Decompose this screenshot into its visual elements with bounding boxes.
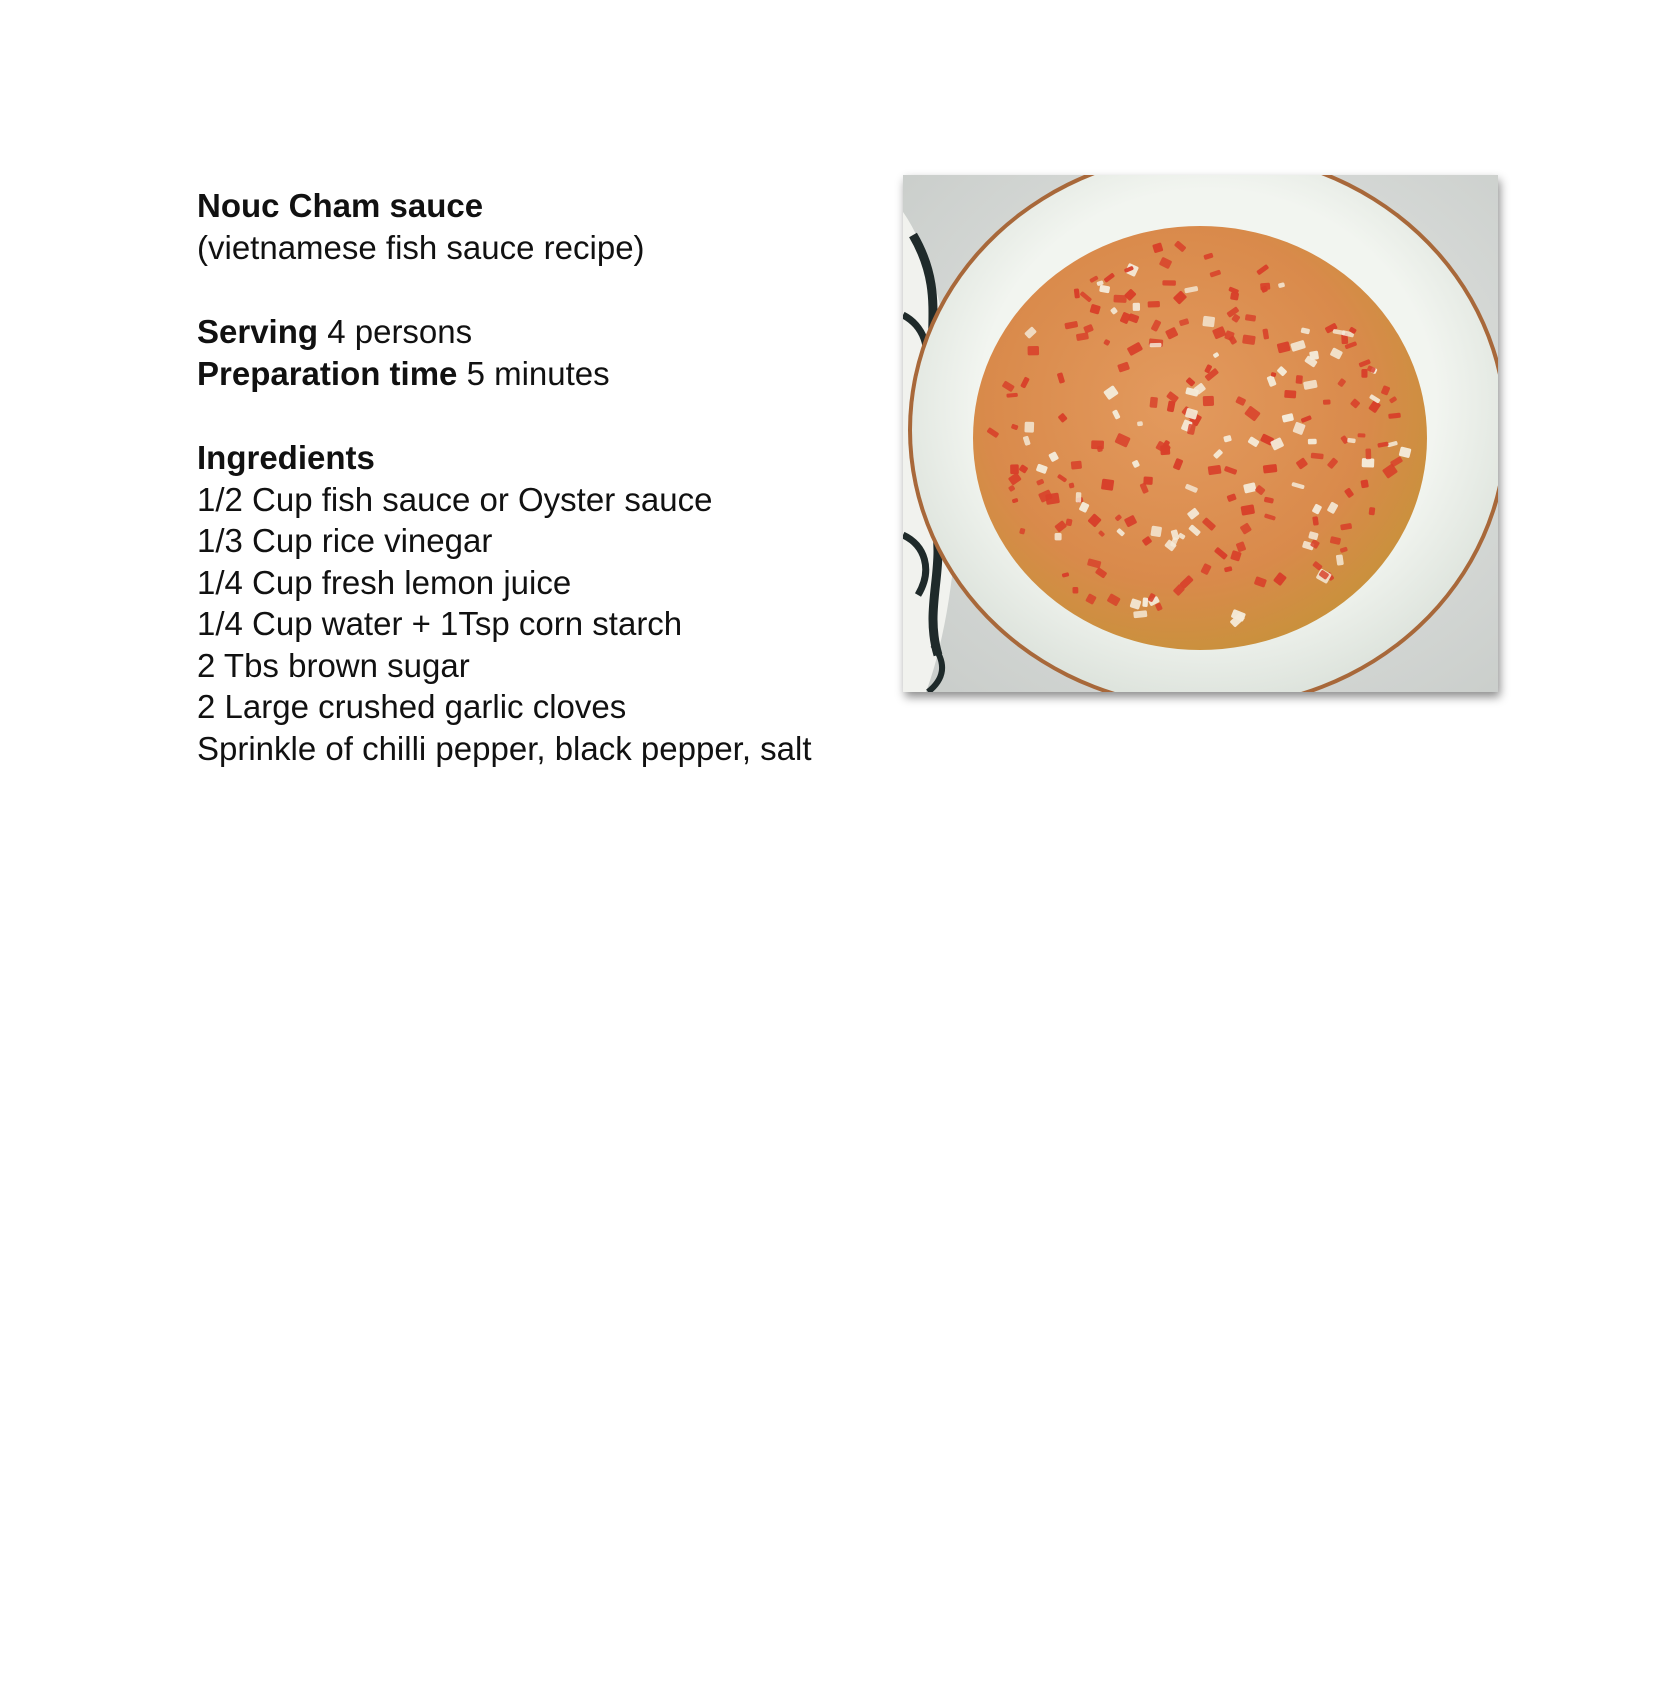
chilli-piece bbox=[1230, 292, 1239, 301]
prep-time-value: 5 minutes bbox=[457, 354, 610, 392]
ingredient-item: Sprinkle of chilli pepper, black pepper, salt bbox=[197, 729, 812, 767]
chilli-piece bbox=[1208, 465, 1222, 475]
garlic-piece bbox=[1137, 421, 1143, 426]
chilli-piece bbox=[1148, 301, 1160, 308]
chilli-piece bbox=[1260, 283, 1270, 291]
garlic-piece bbox=[1150, 526, 1162, 538]
garlic-piece bbox=[1202, 316, 1215, 328]
garlic-piece bbox=[1150, 343, 1162, 347]
chilli-piece bbox=[1263, 464, 1278, 474]
spacer bbox=[197, 268, 897, 311]
chilli-piece bbox=[1296, 375, 1303, 384]
chilli-piece bbox=[1360, 479, 1369, 488]
chilli-piece bbox=[1162, 280, 1176, 286]
recipe-text bbox=[197, 185, 897, 769]
ingredient-item: 1/4 Cup fresh lemon juice bbox=[197, 563, 572, 601]
garlic-piece bbox=[1024, 422, 1034, 433]
chilli-piece bbox=[1101, 479, 1114, 491]
prep-time-line bbox=[197, 353, 897, 395]
chilli-piece bbox=[1242, 334, 1256, 345]
recipe-title: Nouc Cham sauce bbox=[197, 187, 484, 224]
sauce-bowl-illustration bbox=[903, 175, 1498, 692]
chilli-piece bbox=[1365, 449, 1371, 460]
ingredients-heading: Ingredients bbox=[197, 439, 375, 476]
chilli-piece bbox=[1091, 440, 1104, 449]
garlic-piece bbox=[1142, 597, 1148, 607]
prep-time-label: Preparation time bbox=[197, 354, 458, 392]
ingredient-item: 1/4 Cup water + 1Tsp corn starch bbox=[197, 605, 683, 642]
garlic-piece bbox=[1133, 303, 1140, 311]
chilli-piece bbox=[1071, 461, 1082, 470]
chilli-piece bbox=[1010, 464, 1019, 474]
chilli-piece bbox=[1358, 433, 1366, 437]
serving-label: Serving bbox=[197, 313, 319, 350]
chilli-piece bbox=[1361, 369, 1367, 378]
chilli-piece bbox=[1072, 587, 1078, 594]
recipe-subtitle: (vietnamese fish sauce recipe) bbox=[197, 228, 645, 266]
chilli-piece bbox=[1028, 346, 1040, 355]
chilli-piece bbox=[1369, 507, 1376, 515]
chilli-piece bbox=[1284, 390, 1296, 399]
chilli-piece bbox=[1149, 397, 1158, 408]
serving-value: 4 persons bbox=[318, 313, 473, 350]
ingredient-item: 1/3 Cup rice vinegar bbox=[197, 522, 493, 559]
garlic-piece bbox=[1133, 610, 1147, 618]
garlic-piece bbox=[1076, 492, 1082, 502]
ingredient-item: 1/2 Cup fish sauce or Oyster sauce bbox=[197, 480, 713, 518]
garlic-piece bbox=[1362, 458, 1375, 468]
sauce bbox=[973, 226, 1427, 650]
chilli-piece bbox=[1203, 396, 1214, 406]
spacer bbox=[197, 394, 897, 437]
ingredient-item: 2 Large crushed garlic cloves bbox=[197, 688, 627, 725]
serving-line bbox=[197, 311, 897, 353]
garlic-piece bbox=[1308, 439, 1317, 445]
garlic-piece bbox=[1055, 533, 1062, 540]
chilli-piece bbox=[1323, 399, 1331, 404]
sauce-bowl-photo bbox=[903, 175, 1498, 692]
ingredient-item: 2 Tbs brown sugar bbox=[197, 646, 470, 684]
